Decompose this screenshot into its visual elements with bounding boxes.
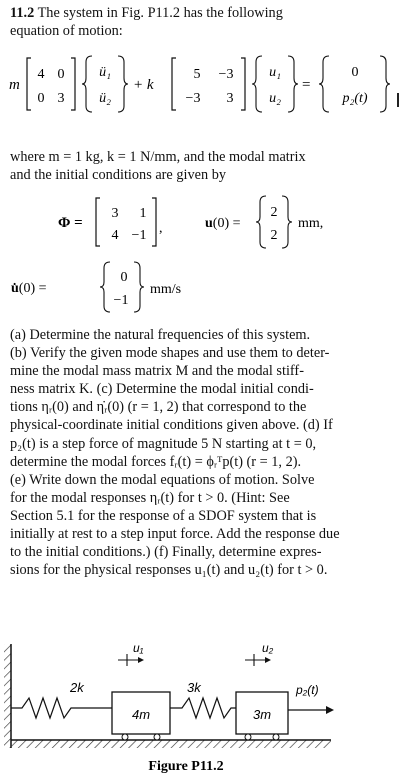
spring-1-label: 2k xyxy=(70,680,84,695)
force-1: 0 xyxy=(351,65,359,80)
mass-1-label: 4m xyxy=(131,707,151,722)
udot0-unit: mm/s xyxy=(150,282,182,297)
disp-2: u₂ xyxy=(269,91,281,106)
spring-2k xyxy=(11,698,112,718)
udot0-label: u̇(0) = xyxy=(11,281,47,296)
K-22: 3 xyxy=(226,91,234,106)
phi-12: 1 xyxy=(139,206,147,221)
task-line: to the initial conditions.) (f) Finally, determine expres- xyxy=(10,544,322,561)
task-line: ness matrix K. (c) Determine the modal initial condi- xyxy=(10,381,314,398)
spring-3k xyxy=(170,698,236,718)
task-line: (e) Write down the modal equations of motion. Solve xyxy=(10,471,315,488)
problem-number: 11.2 xyxy=(10,5,35,21)
udot0-2: −1 xyxy=(113,293,129,308)
eq-mass-symbol: m xyxy=(9,77,20,93)
task-line: tions ηᵣ(0) and η̇ᵣ(0) (r = 1, 2) that correspond to the xyxy=(10,399,307,416)
modal-matrix-graphic xyxy=(0,190,401,254)
disp-1: u₁ xyxy=(269,65,281,80)
task-line: p₂(t) is a step force of magnitude 5 N starting at t = 0, xyxy=(10,435,317,452)
K-12: −3 xyxy=(218,67,234,82)
wall xyxy=(4,644,11,748)
accel-1: ü₁ xyxy=(99,65,111,80)
K-21: −3 xyxy=(185,91,201,106)
given-line-1: where m = 1 kg, k = 1 N/mm, and the modal matrix xyxy=(10,149,306,165)
M-21: 0 xyxy=(37,91,45,106)
task-list xyxy=(10,326,388,579)
K-11: 5 xyxy=(193,67,201,82)
equation-graphic xyxy=(0,48,401,120)
ground xyxy=(11,740,331,748)
M-22: 3 xyxy=(57,91,65,106)
M-12: 0 xyxy=(57,67,65,82)
disp-1-label: u₁ xyxy=(133,641,144,655)
udot0-1: 0 xyxy=(120,270,128,285)
u0-label: u(0) = xyxy=(205,216,241,231)
spring-2-label: 3k xyxy=(187,680,201,695)
given-line-2: and the initial conditions are given by xyxy=(10,167,226,184)
phi-21: 4 xyxy=(111,228,119,243)
task-line: initially at rest to a step input force. Add the response due xyxy=(10,526,340,543)
task-line: (b) Verify the given mode shapes and use them to deter- xyxy=(10,345,330,362)
task-line: Section 5.1 for the response of a SDOF system that is xyxy=(10,507,317,524)
phi-label: Φ = xyxy=(58,215,83,231)
task-line: determine the modal forces fᵣ(t) = ϕᵣᵀp(t) (r = 1, 2). xyxy=(10,453,302,470)
problem-line-2: equation of motion: xyxy=(10,23,123,40)
M-11: 4 xyxy=(37,67,45,82)
disp-2-label: u₂ xyxy=(262,641,274,655)
figure-p11-2 xyxy=(0,630,401,782)
initial-velocity-graphic xyxy=(0,256,401,316)
u0-2: 2 xyxy=(270,228,278,243)
task-line: physical-coordinate initial conditions given above. (d) If xyxy=(10,417,333,434)
force-label: p₂(t) xyxy=(296,683,319,697)
problem-line-1: The system in Fig. P11.2 has the following xyxy=(37,5,283,21)
task-line: (a) Determine the natural frequencies of this system. xyxy=(10,327,311,343)
mass-2-label: 3m xyxy=(252,707,272,722)
u0-unit: mm, xyxy=(298,216,324,231)
task-line: mine the modal mass matrix M and the modal stiff- xyxy=(10,363,304,380)
problem-statement xyxy=(10,4,388,40)
task-line: for the modal responses ηᵣ(t) for t > 0. (Hint: See xyxy=(10,489,290,506)
phi-11: 3 xyxy=(111,206,119,221)
accel-2: ü₂ xyxy=(99,91,111,106)
eq-equals: = xyxy=(302,77,311,93)
u0-1: 2 xyxy=(270,205,278,220)
force-2: p₂(t) xyxy=(342,91,368,106)
task-line: sions for the physical responses u₁(t) and u₂(t) for t > 0. xyxy=(10,562,328,579)
phi-22: −1 xyxy=(131,228,147,243)
phi-comma: , xyxy=(159,221,163,236)
figure-caption: Figure P11.2 xyxy=(148,759,224,774)
given-text xyxy=(10,148,388,184)
eq-plus-k: + k xyxy=(133,77,154,93)
margin-mark xyxy=(397,93,399,107)
